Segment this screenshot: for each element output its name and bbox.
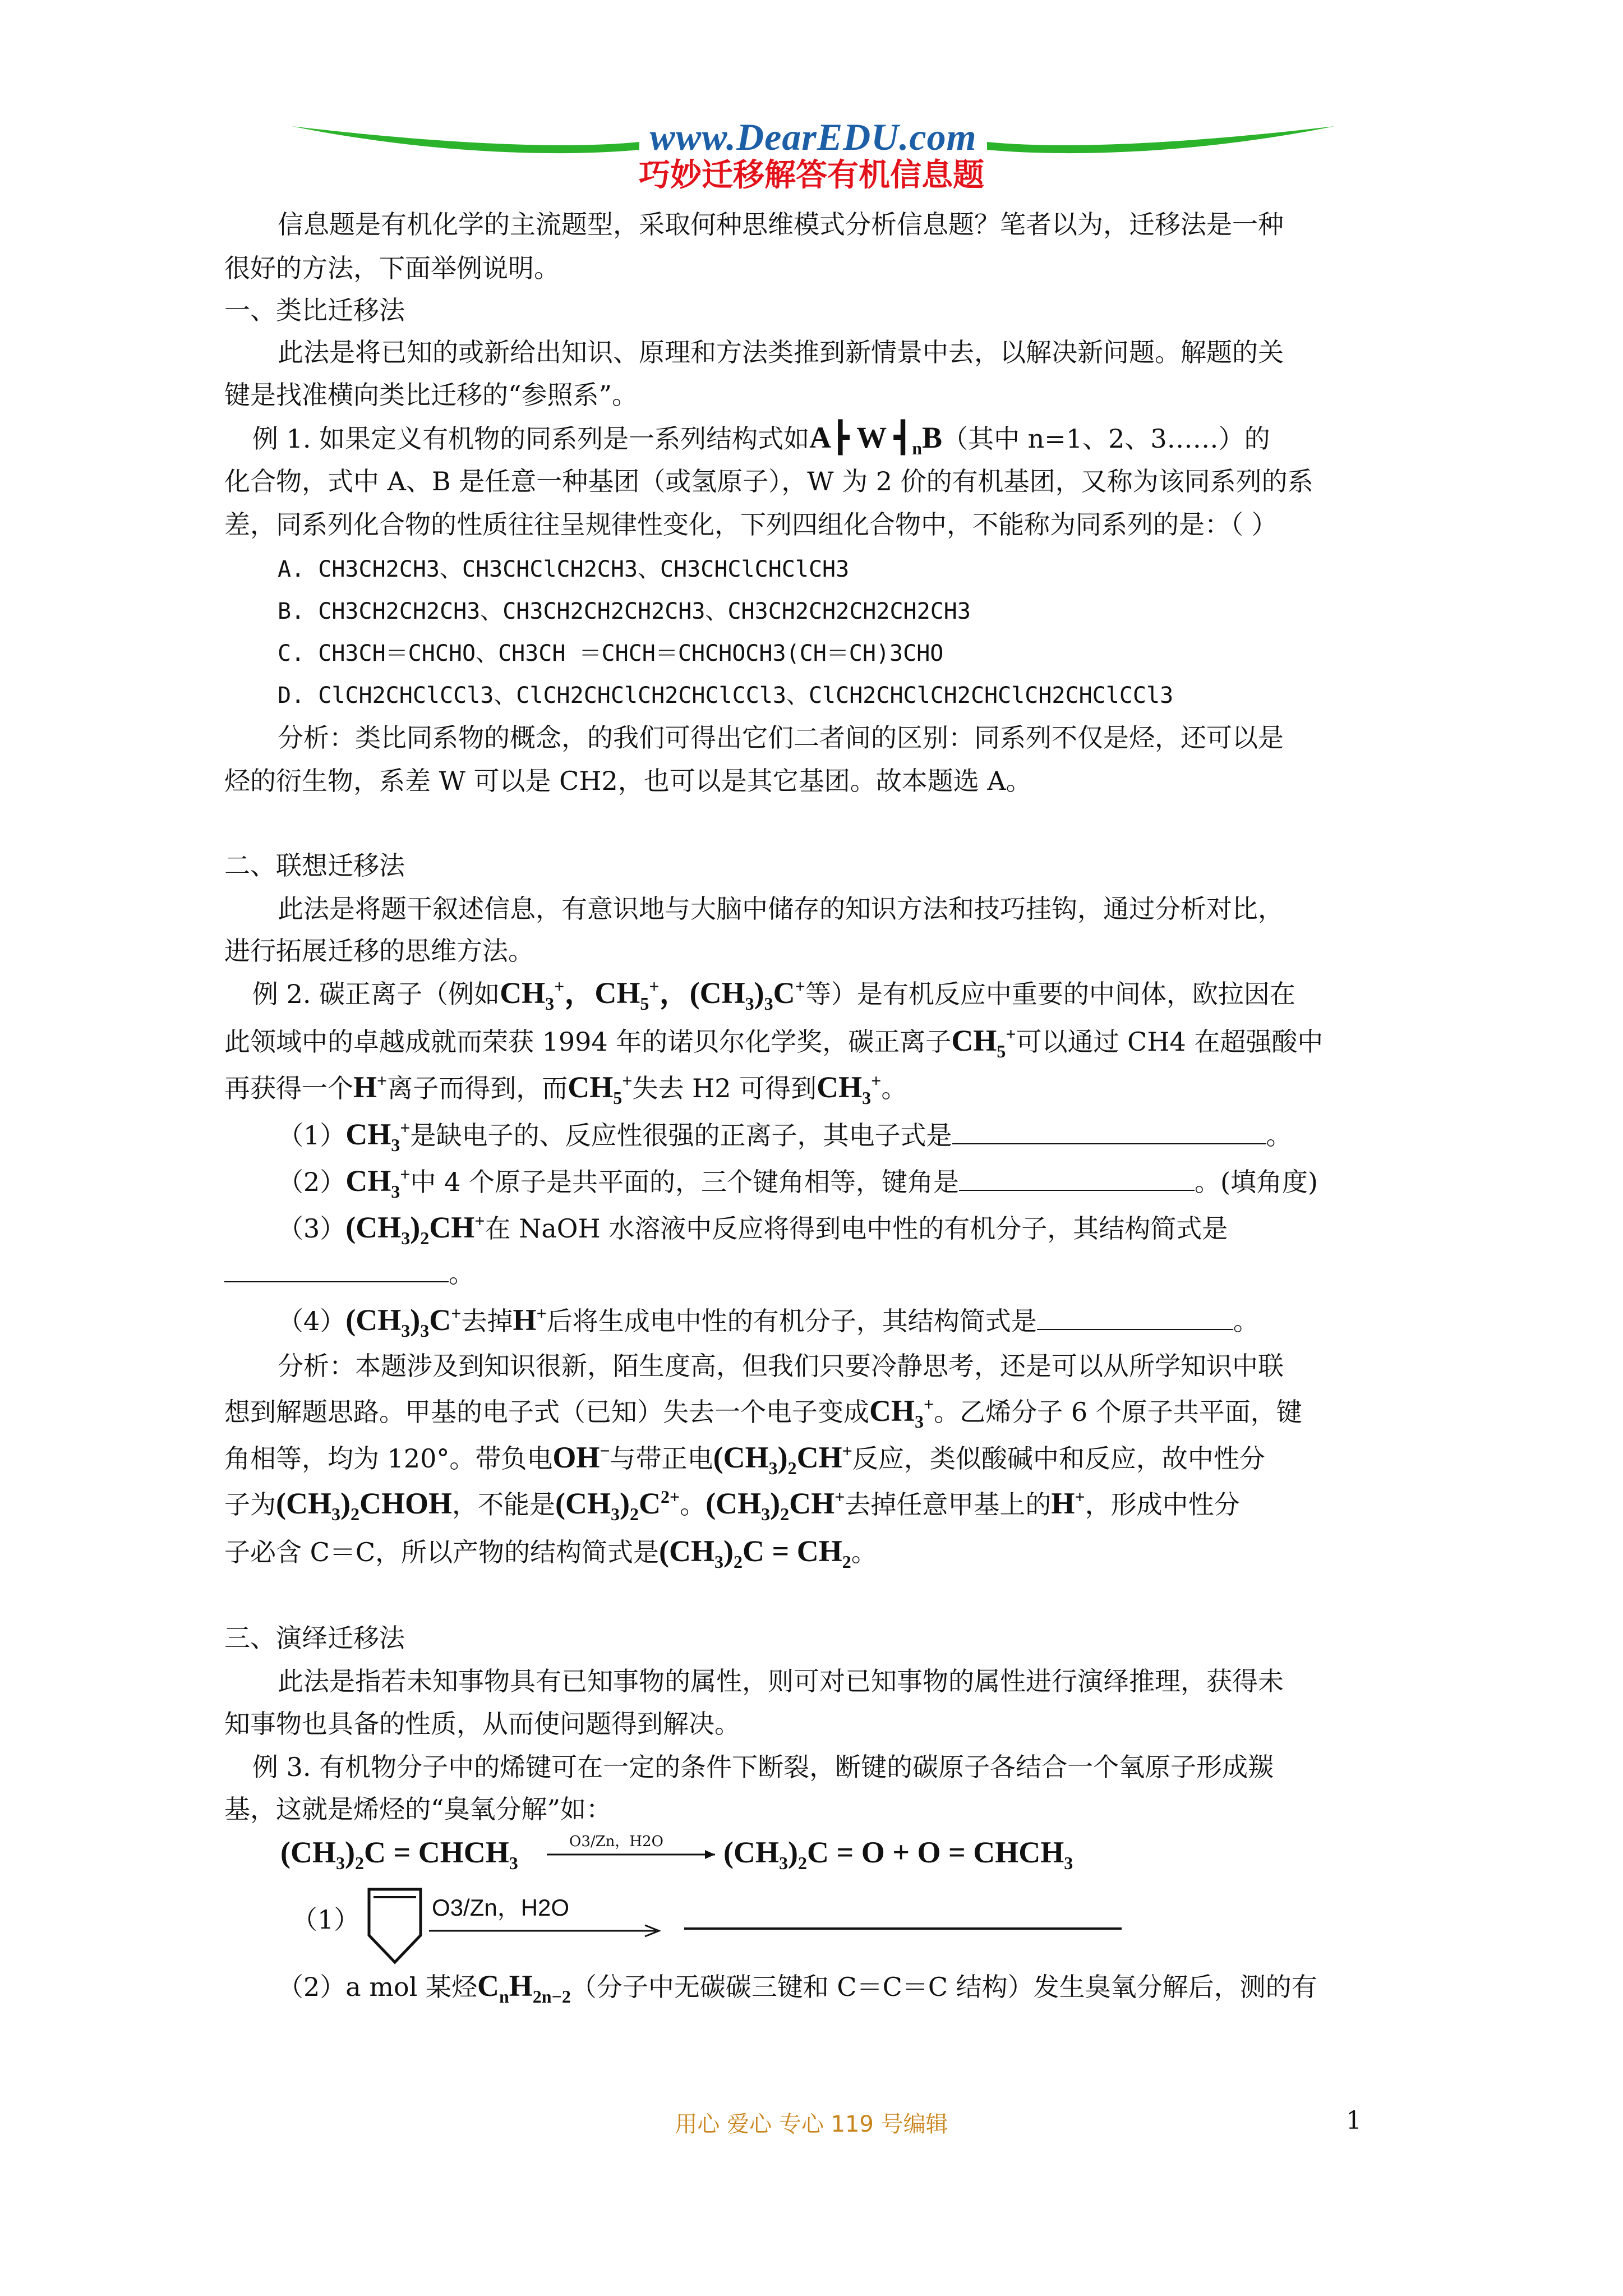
example-1-line-3: 差，同系列化合物的性质往往呈规律性变化，下列四组化合物中，不能称为同系列的是：（ ） — [224, 509, 1278, 540]
section-2-heading: 二、联想迁移法 — [224, 850, 405, 881]
q4-h-plus: H+ — [513, 1303, 547, 1337]
example-2-line-3-mid: 离子而得到，而 — [387, 1073, 568, 1103]
option-d: D. ClCH2CHClCCl3、ClCH2CHClCH2CHClCCl3、ClCH2CHClCH2CHClCH2CHClCCl3 — [278, 683, 1174, 708]
analysis-2-line-3-end: 反应，类似酸碱中和反应，故中性分 — [852, 1443, 1265, 1474]
q3-label: （3） — [278, 1213, 346, 1244]
q3-2-text-end: （分子中无碳碳三键和 C＝C＝C 结构）发生臭氧分解后，测的有 — [570, 1972, 1317, 2002]
example-2-text-end: 等）是有机反应中重要的中间体，欧拉因在 — [805, 979, 1295, 1009]
formula-w: W — [856, 421, 887, 454]
example-2-line-3-text: 再获得一个 — [224, 1073, 353, 1103]
analysis-2-line-1: 分析：本题涉及到知识很新，陌生度高，但我们只要冷静思考，还是可以从所学知识中联 — [278, 1351, 1284, 1381]
q2-text: 中 4 个原子是共平面的，三个键角相等，键角是 — [410, 1167, 960, 1197]
logo-text: www.DearEDU.com — [649, 116, 977, 158]
analysis-2-line-5-text: 子必含 C＝C，所以产物的结构简式是 — [224, 1537, 660, 1567]
example-2-line-3-mid2: 失去 H2 可得到 — [632, 1073, 817, 1103]
reaction-arrow — [547, 1830, 721, 1864]
intro-line-1: 信息题是有机化学的主流题型，采取何种思维模式分析信息题？笔者以为，迁移法是一种 — [278, 209, 1284, 240]
q1-answer-blank[interactable] — [952, 1121, 1266, 1144]
option-b: B. CH3CH2CH2CH3、CH3CH2CH2CH2CH3、CH3CH2CH2CH2CH2CH3 — [278, 599, 971, 624]
q4-text: 后将生成电中性的有机分子，其结构简式是 — [546, 1306, 1037, 1336]
q3-2-formula: $C_nH_{2n-2}$ — [477, 1969, 571, 2007]
q4-end: 。 — [1233, 1306, 1259, 1336]
option-a: A. CH3CH2CH3、CH3CHClCH2CH3、CH3CHClCHClCH3 — [278, 556, 850, 582]
section-3-para-1: 此法是指若未知事物具有已知事物的属性，则可对已知事物的属性进行演绎推理，获得未 — [278, 1666, 1284, 1696]
analysis-2-line-3-text: 角相等，均为 120°。带负电 — [224, 1443, 553, 1474]
analysis-2-line-5-end: 。 — [851, 1537, 877, 1567]
example-1-line-2: 化合物，式中 A、B 是任意一种基团（或氢原子），W 为 2 价的有机基团，又称为该同系列的系 — [224, 466, 1313, 496]
analysis-formula-h-plus: H+ — [1051, 1487, 1085, 1520]
analysis-2-line-2-text: 想到解题思路。甲基的电子式（已知）失去一个电子变成 — [224, 1397, 869, 1427]
q3-1-answer-blank[interactable] — [684, 1927, 1122, 1930]
intro-line-2: 很好的方法，下面举例说明。 — [224, 253, 560, 283]
footer-text: 用心 爱心 专心 119 号编辑 — [675, 2111, 948, 2137]
question-2-1 — [278, 1117, 1292, 1155]
option-c: C. CH3CH＝CHCHO、CH3CH ＝CHCH＝CHCHOCH3(CH＝CH)3CHO — [278, 641, 944, 666]
ozonolysis-reactant: $(CH_3)_2C$ = $CHCH_3$ — [280, 1835, 518, 1873]
example-2-line-2-text: 此领域中的卓越成就而荣获 1994 年的诺贝尔化学奖，碳正离子 — [224, 1027, 952, 1057]
section-1-para-2: 键是找准横向类比迁移的“参照系”。 — [224, 380, 638, 410]
analysis-1-line-1: 分析：类比同系物的概念，的我们可得出它们二者间的区别：同系列不仅是烃，还可以是 — [278, 723, 1284, 753]
section-3-para-2: 知事物也具备的性质，从而使问题得到解决。 — [224, 1709, 740, 1739]
example-2-line-3 — [224, 1070, 907, 1108]
cyclic-alkene-structure-icon — [365, 1885, 426, 1966]
example-2-line-1 — [252, 976, 1295, 1014]
analysis-formula-isopropyl-b: $(CH_3)_2CH^+$ — [706, 1487, 845, 1524]
analysis-2-line-4-mid3: 去掉任意甲基上的 — [845, 1489, 1052, 1520]
formula-n: n — [912, 438, 923, 458]
q3-answer-blank[interactable] — [224, 1259, 449, 1282]
arrow-right-icon — [547, 1830, 721, 1864]
q2-answer-blank[interactable] — [959, 1167, 1195, 1191]
analysis-2-line-5 — [224, 1534, 877, 1572]
question-2-2 — [278, 1164, 1318, 1202]
q3-formula: $(CH_3)_2CH^+$ — [345, 1211, 485, 1248]
example-1-text: 例 1. 如果定义有机物的同系列是一系列结构式如 — [252, 424, 810, 454]
formula-ch5-b: $CH_5^+$ — [568, 1070, 633, 1108]
formula-b: B — [922, 421, 943, 454]
analysis-1-line-2: 烃的衍生物，系差 W 可以是 CH2，也可以是其它基团。故本题选 A。 — [224, 766, 1032, 796]
analysis-formula-oh: OH− — [552, 1441, 610, 1474]
section-1-para-1: 此法是将已知的或新给出知识、原理和方法类推到新情景中去，以解决新问题。解题的关 — [278, 337, 1284, 367]
q4-answer-blank[interactable] — [1037, 1306, 1233, 1330]
question-3-2 — [278, 1969, 1317, 2007]
q3-2-text: （2）a mol 某烃 — [278, 1972, 477, 2002]
question-2-3 — [278, 1211, 1228, 1248]
analysis-formula-alcohol: $(CH_3)_2CHOH$ — [276, 1487, 452, 1524]
formula-ch3: $CH_3^+$ — [817, 1070, 882, 1108]
homolog-formula: A┣ W $┫_nB$ — [809, 421, 943, 458]
question-3-1-label: （1） — [292, 1904, 360, 1935]
q1-label: （1） — [278, 1120, 346, 1151]
analysis-2-line-3-mid: 与带正电 — [610, 1443, 713, 1474]
example-2-text: 例 2. 碳正离子（例如 — [252, 979, 500, 1009]
analysis-2-line-4-mid: ，不能是 — [451, 1489, 555, 1520]
analysis-2-line-4-mid2: 。 — [680, 1489, 706, 1520]
example-1-line-1 — [252, 421, 1270, 458]
reaction-condition: O3/Zn，H2O — [569, 1833, 663, 1850]
section-3-heading: 三、演绎迁移法 — [224, 1623, 405, 1653]
section-1-heading: 一、类比迁移法 — [224, 295, 405, 325]
q2-end: 。(填角度) — [1195, 1167, 1318, 1197]
example-2-line-2 — [224, 1024, 1323, 1059]
q1-text: 是缺电子的、反应性很强的正离子，其电子式是 — [410, 1120, 952, 1151]
q3-end: 。 — [449, 1258, 474, 1289]
formula-a: A — [809, 421, 832, 454]
q3-1-condition: O3/Zn，H2O — [432, 1894, 570, 1921]
ozonolysis-products: $(CH_3)_2C = O + O$ = $CHCH_3$ — [723, 1835, 1073, 1873]
q3-1-arrow-icon — [429, 1923, 665, 1940]
q1-end: 。 — [1266, 1120, 1292, 1151]
analysis-2-line-2-end: 。乙烯分子 6 个原子共平面，键 — [934, 1397, 1302, 1427]
formula-h-plus: H+ — [353, 1070, 388, 1104]
question-2-4 — [278, 1303, 1259, 1341]
analysis-formula-c2plus: $(CH_3)_2C^{2+}$ — [555, 1487, 680, 1524]
example-3-line-2: 基，这就是烯烃的“臭氧分解”如： — [224, 1794, 612, 1824]
page-title: 巧妙迁移解答有机信息题 — [639, 157, 984, 194]
q2-formula: $CH_3^+$ — [345, 1164, 411, 1202]
analysis-formula-ch3: $CH_3^+$ — [869, 1394, 934, 1432]
analysis-2-line-2 — [224, 1394, 1302, 1432]
q1-formula: $CH_3^+$ — [345, 1117, 411, 1155]
q3-text: 在 NaOH 水溶液中反应将得到电中性的有机分子，其结构简式是 — [485, 1213, 1228, 1244]
example-2-line-3-end: 。 — [881, 1073, 907, 1103]
example-3-line-1: 例 3. 有机物分子中的烯键可在一定的条件下断裂，断键的碳原子各结合一个氧原子形成羰 — [252, 1752, 1274, 1782]
question-2-3-cont — [224, 1257, 474, 1290]
q4-label: （4） — [278, 1306, 346, 1336]
example-2-line-2-end: 可以通过 CH4 在超强酸中 — [1016, 1027, 1324, 1057]
analysis-formula-isopropyl: $(CH_3)_2CH^+$ — [713, 1441, 852, 1478]
analysis-2-line-3 — [224, 1441, 1265, 1478]
q4-mid: 去掉 — [461, 1306, 513, 1336]
example-1-range: （其中 n=1、2、3……）的 — [942, 424, 1270, 454]
analysis-formula-propene: $(CH_3)_2C = CH_2$ — [659, 1534, 851, 1572]
section-2-para-1: 此法是将题干叙述信息，有意识地与大脑中储存的知识方法和技巧挂钩，通过分析对比， — [278, 894, 1284, 924]
page-number: 1 — [1346, 2106, 1362, 2135]
formula-ch5: $CH_5^+$ — [951, 1024, 1016, 1061]
q4-formula: $(CH_3)_3C^+$ — [345, 1303, 462, 1341]
q2-label: （2） — [278, 1167, 346, 1197]
analysis-2-line-4-text: 子为 — [224, 1489, 276, 1520]
carbocation-list: $CH_3^+$，$CH_5^+$，$(CH_3)_3C^+$ — [500, 976, 805, 1014]
section-2-para-2: 进行拓展迁移的思维方法。 — [224, 936, 534, 966]
analysis-2-line-4 — [224, 1487, 1240, 1524]
analysis-2-line-4-end: ，形成中性分 — [1085, 1489, 1240, 1520]
